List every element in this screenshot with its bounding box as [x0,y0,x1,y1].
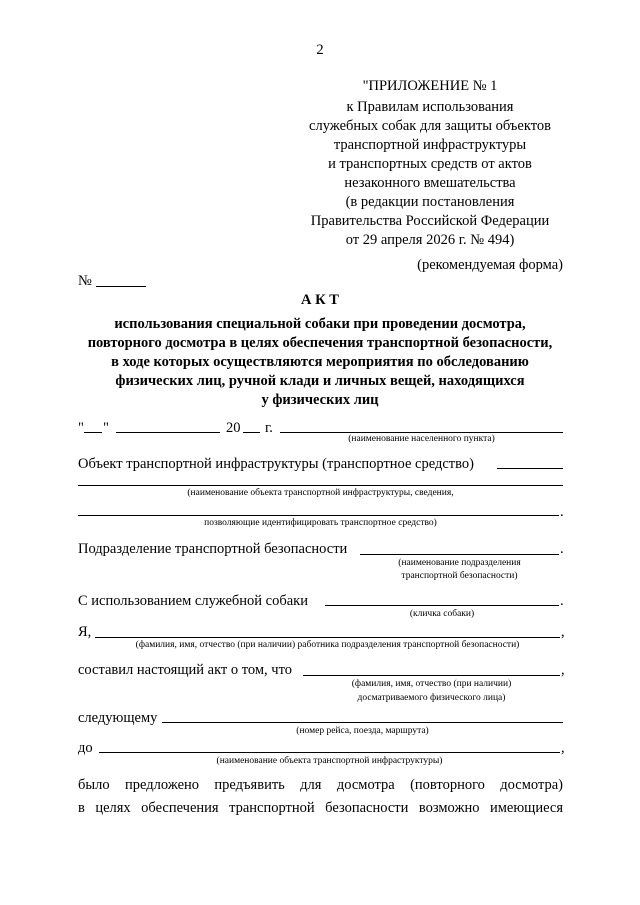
locality-caption: (наименование населенного пункта) [348,434,495,444]
act-subtitle-line: физических лиц, ручной клади и личных вещей, находящихся [115,373,525,389]
month-field-line[interactable] [116,432,220,433]
dog-name-field-line[interactable] [325,605,559,606]
route-field-line[interactable] [162,722,563,723]
year-suffix: г. [265,420,273,436]
act-subtitle-line: в ходе которых осуществляются мероприятия по обследованию [111,354,529,370]
appendix-title: "ПРИЛОЖЕНИЕ № 1 [362,78,498,94]
locality-field-line[interactable] [280,432,563,433]
division-end: . [560,541,564,557]
page-number: 2 [316,42,324,58]
appendix-line: (в редакции постановления [345,194,515,210]
destination-field-line[interactable] [99,752,560,753]
day-field-line[interactable] [84,432,102,433]
act-title: А К Т [301,292,339,308]
year-prefix: 20 [226,420,241,436]
act-subtitle-line: использования специальной собаки при проведении досмотра, [114,316,526,332]
act-subtitle-line: повторного досмотра в целях обеспечения транспортной безопасности, [87,335,553,351]
object-field-line[interactable] [497,468,563,469]
following-label: следующему [78,710,158,726]
inspected-person-caption-2: досматриваемого физического лица) [357,693,506,703]
number-label: № [78,273,92,289]
number-field-line[interactable] [96,286,146,287]
destination-caption: (наименование объекта транспортной инфраструктуры) [216,756,443,766]
date-quote-close: " [103,420,109,436]
worker-name-caption: (фамилия, имя, отчество (при наличии) работника подразделения транспортной безопасности) [135,640,520,650]
i-end: , [561,624,565,640]
inspected-person-field-line[interactable] [303,675,560,676]
object-label: Объект транспортной инфраструктуры (транспортное средство) [78,456,474,472]
dog-label: С использованием служебной собаки [78,593,308,609]
worker-name-field-line[interactable] [95,637,560,638]
appendix-line: транспортной инфраструктуры [333,137,527,153]
composed-end: , [561,662,565,678]
body-line: было предложено предъявить для досмотра (повторного досмотра) [78,777,563,793]
to-label: до [78,740,93,756]
act-subtitle-line: у физических лиц [261,392,379,408]
object-caption-1: (наименование объекта транспортной инфраструктуры, сведения, [187,488,454,498]
appendix-line: и транспортных средств от актов [328,156,532,172]
appendix-line: незаконного вмешательства [344,175,516,191]
division-label: Подразделение транспортной безопасности [78,541,348,557]
division-caption-1: (наименование подразделения [398,558,521,568]
composed-label: составил настоящий акт о том, что [78,662,292,678]
object-field-line-2[interactable] [78,485,563,486]
appendix-line: служебных собак для защиты объектов [309,118,551,134]
form-note: (рекомендуемая форма) [417,257,563,273]
date-quote-open: " [78,420,84,436]
dog-caption: (кличка собаки) [409,609,475,619]
appendix-line: от 29 апреля 2026 г. № 494) [345,232,515,248]
appendix-line: к Правилам использования [346,99,514,115]
i-label: Я, [78,624,92,640]
to-end: , [561,740,565,756]
appendix-line: Правительства Российской Федерации [310,213,550,229]
year-field-line[interactable] [243,432,260,433]
dog-end: . [560,593,564,609]
inspected-person-caption-1: (фамилия, имя, отчество (при наличии) [351,679,512,689]
object-caption-2: позволяющие идентифицировать транспортное средство) [204,518,437,528]
object-field-line-3[interactable] [78,515,559,516]
body-line: в целях обеспечения транспортной безопасности возможно имеющиеся [78,800,563,816]
division-field-line[interactable] [360,554,559,555]
division-caption-2: транспортной безопасности) [401,571,518,581]
route-caption: (номер рейса, поезда, маршрута) [296,726,429,736]
object-end-dot: . [560,504,564,520]
